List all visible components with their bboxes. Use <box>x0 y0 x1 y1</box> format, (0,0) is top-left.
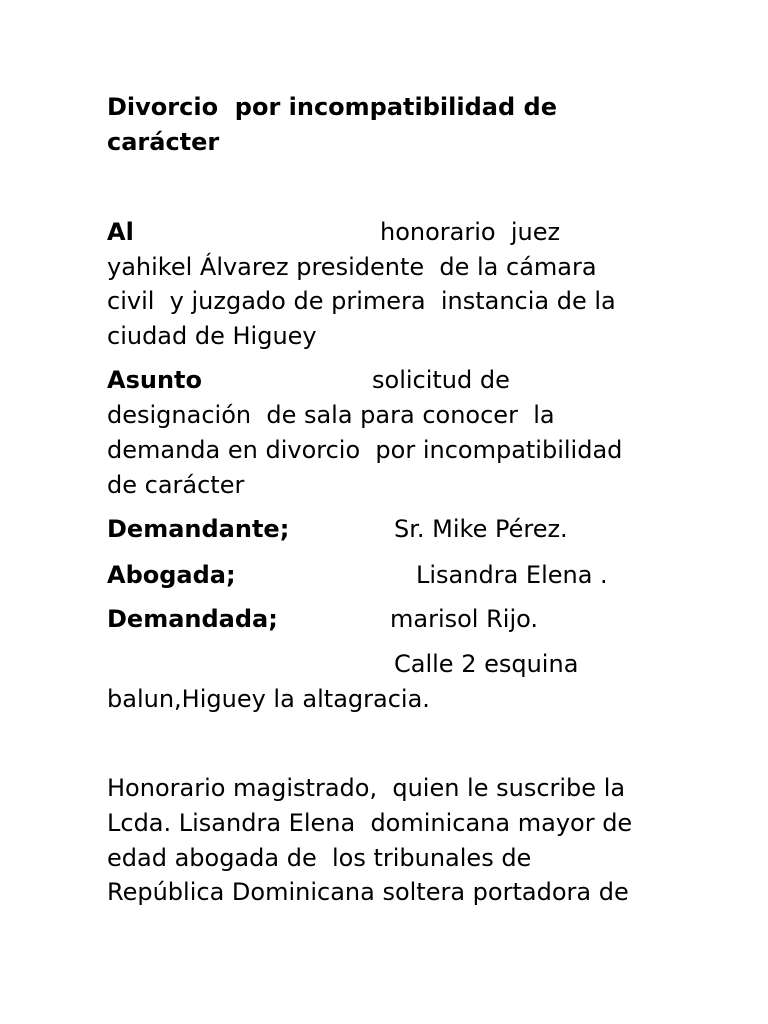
address-line-1: Calle 2 esquina <box>394 650 579 678</box>
body-line-3: edad abogada de los tribunales de <box>107 844 532 872</box>
subject-text-line-4: de carácter <box>107 471 245 499</box>
subject-text-line-2: designación de sala para conocer la <box>107 401 555 429</box>
to-text-line-4: ciudad de Higuey <box>107 322 317 350</box>
to-text-line-3: civil y juzgado de primera instancia de la <box>107 287 616 315</box>
lawyer-label: Abogada; <box>107 561 236 589</box>
plaintiff-label: Demandante; <box>107 515 290 543</box>
defendant-label: Demandada; <box>107 605 278 633</box>
subject-text-line-3: demanda en divorcio por incompatibilidad <box>107 436 623 464</box>
body-line-1: Honorario magistrado, quien le suscribe la <box>107 774 626 802</box>
subject-text-line-1: solicitud de <box>372 366 510 394</box>
document-title-line-1: Divorcio por incompatibilidad de <box>107 93 557 121</box>
plaintiff-value: Sr. Mike Pérez. <box>394 515 568 543</box>
address-line-2: balun,Higuey la altagracia. <box>107 685 430 713</box>
to-label: Al <box>107 218 134 246</box>
to-text-line-1: honorario juez <box>380 218 561 246</box>
body-line-2: Lcda. Lisandra Elena dominicana mayor de <box>107 809 633 837</box>
body-line-4: República Dominicana soltera portadora de <box>107 878 629 906</box>
lawyer-value: Lisandra Elena . <box>416 561 608 589</box>
subject-label: Asunto <box>107 366 202 394</box>
document-title-line-2: carácter <box>107 128 220 156</box>
to-text-line-2: yahikel Álvarez presidente de la cámara <box>107 253 597 281</box>
defendant-value: marisol Rijo. <box>390 605 539 633</box>
